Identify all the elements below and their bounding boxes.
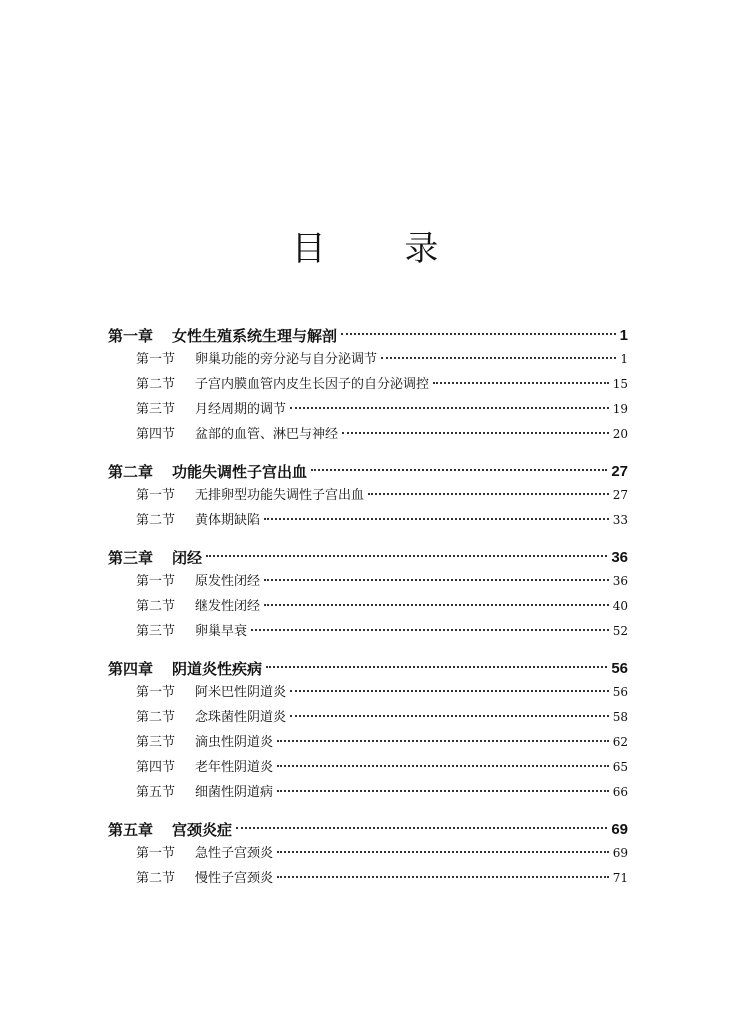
toc-section-entry[interactable] [108,620,628,645]
section-page-number: 65 [612,760,628,774]
section-page-number: 56 [612,685,628,699]
section-number: 第三节 [136,624,176,639]
section-number: 第一节 [136,352,176,367]
section-number: 第五节 [136,785,176,800]
section-page-number: 36 [612,574,628,588]
dot-leader [236,827,607,829]
section-page-number: 20 [612,427,628,441]
section-page-number: 66 [612,785,628,799]
toc-section-entry[interactable] [108,570,628,595]
section-title: 黄体期缺陷 [195,513,261,528]
section-title: 原发性闭经 [195,574,261,589]
section-number: 第一节 [136,574,176,589]
section-title: 慢性子宫颈炎 [195,871,274,886]
section-page-number: 33 [612,513,628,527]
section-title: 卵巢早衰 [195,624,248,639]
section-page-number: 52 [612,624,628,638]
dot-leader [290,407,609,409]
section-page-number: 19 [612,402,628,416]
dot-leader [277,765,609,767]
chapter-page-number: 36 [611,548,628,566]
section-page-number: 27 [612,488,628,502]
toc-section-entry[interactable] [108,398,628,423]
section-page-number: 58 [612,710,628,724]
section-page-number: 62 [612,735,628,749]
section-page-number: 1 [620,352,628,366]
dot-leader [277,740,609,742]
section-number: 第四节 [136,760,176,775]
dot-leader [277,790,609,792]
section-number: 第一节 [136,685,176,700]
section-title: 盆部的血管、淋巴与神经 [195,427,339,442]
toc-section-entry[interactable] [108,781,628,806]
toc-chapter-entry[interactable] [108,454,628,488]
dot-leader [251,629,609,631]
section-title: 阿米巴性阴道炎 [195,685,287,700]
toc-section-entry[interactable] [108,731,628,756]
toc-section-entry[interactable] [108,756,628,781]
chapter-page-number: 56 [611,659,628,677]
section-title: 细菌性阴道病 [195,785,274,800]
dot-leader [368,493,609,495]
section-number: 第二节 [136,710,176,725]
dot-leader [342,432,609,434]
dot-leader [206,555,607,557]
toc-section-entry[interactable] [108,706,628,731]
section-title: 月经周期的调节 [195,402,287,417]
chapter-title: 宫颈炎症 [172,820,233,839]
section-number: 第四节 [136,427,176,442]
section-number: 第三节 [136,402,176,417]
section-number: 第二节 [136,377,176,392]
section-page-number: 69 [612,846,628,860]
section-title: 急性子宫颈炎 [195,846,274,861]
section-title: 卵巢功能的旁分泌与自分泌调节 [195,352,378,367]
section-page-number: 71 [612,871,628,885]
section-number: 第二节 [136,513,176,528]
toc-section-entry[interactable] [108,484,628,509]
section-title: 子宫内膜血管内皮生长因子的自分泌调控 [195,377,430,392]
toc-section-entry[interactable] [108,348,628,373]
dot-leader [277,876,609,878]
section-number: 第一节 [136,488,176,503]
toc-chapter-entry[interactable] [108,812,628,846]
chapter-page-number: 27 [611,462,628,480]
toc-section-entry[interactable] [108,595,628,620]
toc-section-entry[interactable] [108,509,628,534]
dot-leader [277,851,609,853]
dot-leader [264,579,609,581]
dot-leader [290,715,609,717]
section-number: 第三节 [136,735,176,750]
toc-section-entry[interactable] [108,373,628,398]
toc-chapter-entry[interactable] [108,540,628,574]
chapter-number: 第三章 [108,548,154,567]
chapter-page-number: 1 [619,326,628,344]
section-title: 老年性阴道炎 [195,760,274,775]
section-number: 第二节 [136,871,176,886]
dot-leader [264,518,609,520]
page-title: 目 录 [291,228,473,269]
section-title: 继发性闭经 [195,599,261,614]
section-title: 滴虫性阴道炎 [195,735,274,750]
toc-section-entry[interactable] [108,681,628,706]
toc-section-entry[interactable] [108,423,628,448]
chapter-number: 第二章 [108,462,154,481]
chapter-number: 第四章 [108,659,154,678]
toc-section-entry[interactable] [108,842,628,867]
section-number: 第一节 [136,846,176,861]
dot-leader [311,469,607,471]
section-title: 念珠菌性阴道炎 [195,710,287,725]
chapter-title: 阴道炎性疾病 [172,659,263,678]
table-of-contents [108,318,628,892]
chapter-page-number: 69 [611,820,628,838]
toc-chapter-entry[interactable] [108,651,628,685]
chapter-title: 闭经 [172,548,203,567]
section-page-number: 40 [612,599,628,613]
dot-leader [381,357,616,359]
dot-leader [433,382,609,384]
chapter-number: 第一章 [108,326,154,345]
section-title: 无排卵型功能失调性子宫出血 [195,488,365,503]
section-number: 第二节 [136,599,176,614]
chapter-title: 功能失调性子宫出血 [172,462,308,481]
dot-leader [341,333,616,335]
dot-leader [264,604,609,606]
section-page-number: 15 [612,377,628,391]
toc-section-entry[interactable] [108,867,628,892]
toc-chapter-entry[interactable] [108,318,628,352]
chapter-title: 女性生殖系统生理与解剖 [172,326,338,345]
dot-leader [290,690,609,692]
dot-leader [266,666,607,668]
chapter-number: 第五章 [108,820,154,839]
